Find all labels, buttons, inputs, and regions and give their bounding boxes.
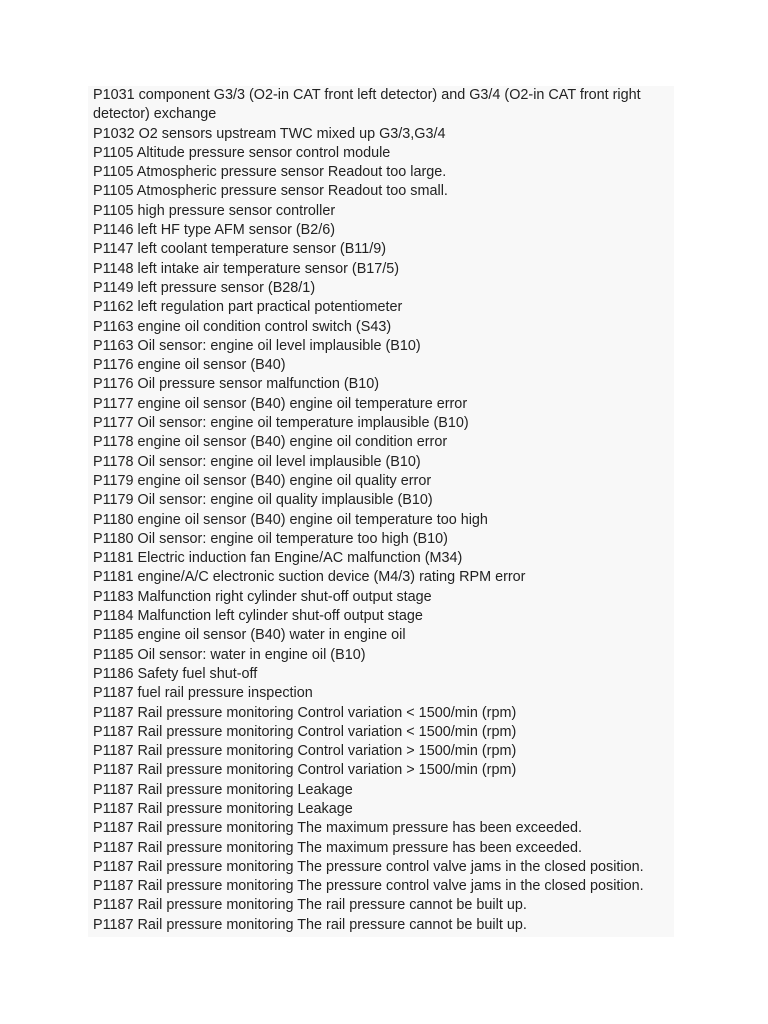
fault-code-line: P1187 Rail pressure monitoring The rail pressure cannot be built up. — [93, 916, 527, 933]
fault-code-line: P1187 Rail pressure monitoring Leakage — [93, 781, 353, 798]
fault-code-line: P1187 Rail pressure monitoring The pressure control valve jams in the closed position. — [93, 878, 644, 895]
fault-code-line: P1183 Malfunction right cylinder shut-off output stage — [93, 588, 432, 605]
fault-code-line: P1180 engine oil sensor (B40) engine oil temperature too high — [93, 511, 488, 528]
document-text-block — [88, 86, 674, 937]
fault-code-line: P1177 Oil sensor: engine oil temperature implausible (B10) — [93, 415, 469, 432]
fault-code-line: P1162 left regulation part practical potentiometer — [93, 299, 403, 316]
fault-code-line: P1187 Rail pressure monitoring Leakage — [93, 800, 353, 817]
fault-code-line: P1031 component G3/3 (O2-in CAT front left detector) and G3/4 (O2-in CAT front right detector) exchange — [93, 87, 641, 123]
fault-code-line: P1178 Oil sensor: engine oil level implausible (B10) — [93, 453, 421, 470]
fault-code-line: P1187 Rail pressure monitoring Control variation < 1500/min (rpm) — [93, 704, 517, 721]
fault-code-line: P1187 Rail pressure monitoring The pressure control valve jams in the closed position. — [93, 858, 644, 875]
fault-code-line: P1187 Rail pressure monitoring Control variation > 1500/min (rpm) — [93, 762, 517, 779]
fault-code-line: P1176 engine oil sensor (B40) — [93, 357, 286, 374]
fault-code-line: P1149 left pressure sensor (B28/1) — [93, 279, 316, 296]
fault-code-line: P1184 Malfunction left cylinder shut-off output stage — [93, 608, 423, 625]
fault-code-line: P1105 high pressure sensor controller — [93, 202, 336, 219]
fault-code-line: P1105 Altitude pressure sensor control module — [93, 144, 391, 161]
fault-code-line: P1177 engine oil sensor (B40) engine oil temperature error — [93, 395, 468, 412]
fault-code-line: P1148 left intake air temperature sensor (B17/5) — [93, 260, 400, 277]
fault-code-line: P1187 Rail pressure monitoring Control variation > 1500/min (rpm) — [93, 743, 517, 760]
fault-code-line: P1181 engine/A/C electronic suction device (M4/3) rating RPM error — [93, 569, 526, 586]
fault-code-line: P1163 Oil sensor: engine oil level implausible (B10) — [93, 337, 421, 354]
fault-code-line: P1032 O2 sensors upstream TWC mixed up G3/3,G3/4 — [93, 125, 446, 142]
fault-code-list — [93, 86, 674, 935]
fault-code-line: P1185 Oil sensor: water in engine oil (B10) — [93, 646, 366, 663]
fault-code-line: P1105 Atmospheric pressure sensor Readout too large. — [93, 164, 447, 181]
fault-code-line: P1179 engine oil sensor (B40) engine oil quality error — [93, 472, 432, 489]
fault-code-line: P1185 engine oil sensor (B40) water in engine oil — [93, 627, 406, 644]
fault-code-line: P1179 Oil sensor: engine oil quality implausible (B10) — [93, 492, 433, 509]
fault-code-line: P1187 Rail pressure monitoring Control variation < 1500/min (rpm) — [93, 723, 517, 740]
fault-code-line: P1163 engine oil condition control switch (S43) — [93, 318, 392, 335]
fault-code-line: P1181 Electric induction fan Engine/AC malfunction (M34) — [93, 550, 463, 567]
fault-code-line: P1178 engine oil sensor (B40) engine oil condition error — [93, 434, 448, 451]
fault-code-line: P1187 Rail pressure monitoring The maximum pressure has been exceeded. — [93, 820, 583, 837]
fault-code-line: P1187 fuel rail pressure inspection — [93, 685, 313, 702]
fault-code-line: P1187 Rail pressure monitoring The maximum pressure has been exceeded. — [93, 839, 583, 856]
fault-code-line: P1105 Atmospheric pressure sensor Readout too small. — [93, 183, 448, 200]
fault-code-line: P1186 Safety fuel shut-off — [93, 665, 258, 682]
fault-code-line: P1146 left HF type AFM sensor (B2/6) — [93, 222, 336, 239]
fault-code-line: P1176 Oil pressure sensor malfunction (B10) — [93, 376, 380, 393]
fault-code-line: P1180 Oil sensor: engine oil temperature too high (B10) — [93, 530, 448, 547]
fault-code-line: P1147 left coolant temperature sensor (B11/9) — [93, 241, 387, 258]
fault-code-line: P1187 Rail pressure monitoring The rail pressure cannot be built up. — [93, 897, 527, 914]
